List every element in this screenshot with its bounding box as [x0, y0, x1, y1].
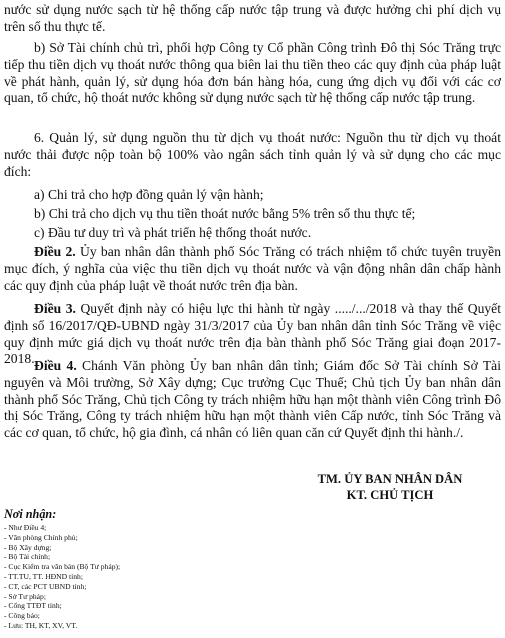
article-4	[4, 358, 501, 442]
paragraph-item-a: a) Chi trả cho hợp đồng quản lý vận hành;	[34, 187, 264, 202]
recipient-item: - Sở Tư pháp;	[4, 591, 46, 601]
article-4-heading: Điều 4.	[34, 358, 77, 373]
recipient-item: - TT.TU, TT. HĐND tỉnh;	[4, 571, 83, 581]
article-3-body: Quyết định này có hiệu lực thi hành từ ngày ...../.../2018 và thay thế Quyết định số 16/2017/QĐ-UBND ngày 31/3/2017 của Ủy ban nhân dân tỉnh Sóc Trăng về việc quy định mức giá dịch vụ thoát nước trên địa bàn thành phố Sóc Trăng giai đoạn 2017-2018.	[4, 301, 501, 367]
recipient-item: - Văn phòng Chính phủ;	[4, 532, 78, 542]
paragraph-item-6: 6. Quản lý, sử dụng nguồn thu từ dịch vụ thoát nước: Nguồn thu từ dịch vụ thoát nước thải được nộp toàn bộ 100% vào ngân sách tỉnh quản lý và sử dụng cho các mục đích:	[4, 130, 501, 179]
recipient-item: - Cổng TTĐT tỉnh;	[4, 601, 62, 611]
paragraph-item-b: b) Chi trả cho dịch vụ thu tiền thoát nước bằng 5% trên số thu thực tế;	[34, 206, 416, 221]
recipients-list	[4, 523, 120, 631]
recipients-title: Nơi nhận:	[4, 507, 57, 521]
recipient-item: - Bộ Xây dựng;	[4, 542, 52, 552]
article-3-heading: Điều 3.	[34, 301, 76, 316]
recipient-item: - Lưu: TH, KT, XV, VT.	[4, 620, 78, 630]
recipient-item: - Như Điều 4;	[4, 523, 47, 532]
signature-subtitle: KT. CHỦ TỊCH	[346, 488, 434, 502]
signature-title: TM. ỦY BAN NHÂN DÂN	[317, 472, 463, 486]
article-4-body: Chánh Văn phòng Ủy ban nhân dân tỉnh; Giám đốc Sở Tài chính Sở Tài nguyên và Môi trường, Sở Xây dựng; Cục trưởng Cục Thuế; Chủ tịch Ủy ban nhân dân thành phố Sóc Trăng, Chủ tịch Công ty trách nhiệm hữu hạn một thành viên Công trình Đô thị Sóc Trăng, Công ty trách nhiệm hữu hạn một thành viên Cấp nước, tỉnh Sóc Trăng và các cơ quan, tổ chức, hộ gia đình, cá nhân có liên quan căn cứ Quyết định thi hành./.	[4, 358, 501, 441]
paragraph-clause-b-finance: b) Sở Tài chính chủ trì, phối hợp Công ty Cổ phần Công trình Đô thị Sóc Trăng trực tiếp thu tiền dịch vụ thoát nước thông qua biên lai thu tiền theo các quy định của pháp luật về phát hành, quản lý, sử dụng hóa đơn bán hàng hóa, cung ứng dịch vụ đối với các cơ quan, tổ chức, hộ thoát nước không sử dụng nước sạch từ hệ thống cấp nước tập trung.	[4, 40, 501, 106]
article-2-body: Ủy ban nhân dân thành phố Sóc Trăng có trách nhiệm tổ chức tuyên truyền mục đích, ý nghĩa của việc thu tiền dịch vụ thoát nước và vận động nhân dân chấp hành các quy định của pháp luật về thoát nước trên địa bàn.	[4, 244, 502, 293]
paragraph-continuation: nước sử dụng nước sạch từ hệ thống cấp nước tập trung và được hưởng chi phí dịch vụ trên số thu thực tế.	[4, 2, 501, 34]
recipient-item: - CT, các PCT UBND tỉnh;	[4, 581, 87, 591]
recipient-item: - Công báo;	[4, 611, 40, 621]
article-2	[4, 244, 501, 294]
article-2-heading: Điều 2.	[34, 244, 76, 259]
recipient-item: - Cục Kiểm tra văn bản (Bộ Tư pháp);	[4, 562, 121, 572]
recipient-item: - Bộ Tài chính;	[4, 552, 51, 562]
paragraph-item-c: c) Đầu tư duy trì và phát triển hệ thống thoát nước.	[34, 225, 312, 240]
